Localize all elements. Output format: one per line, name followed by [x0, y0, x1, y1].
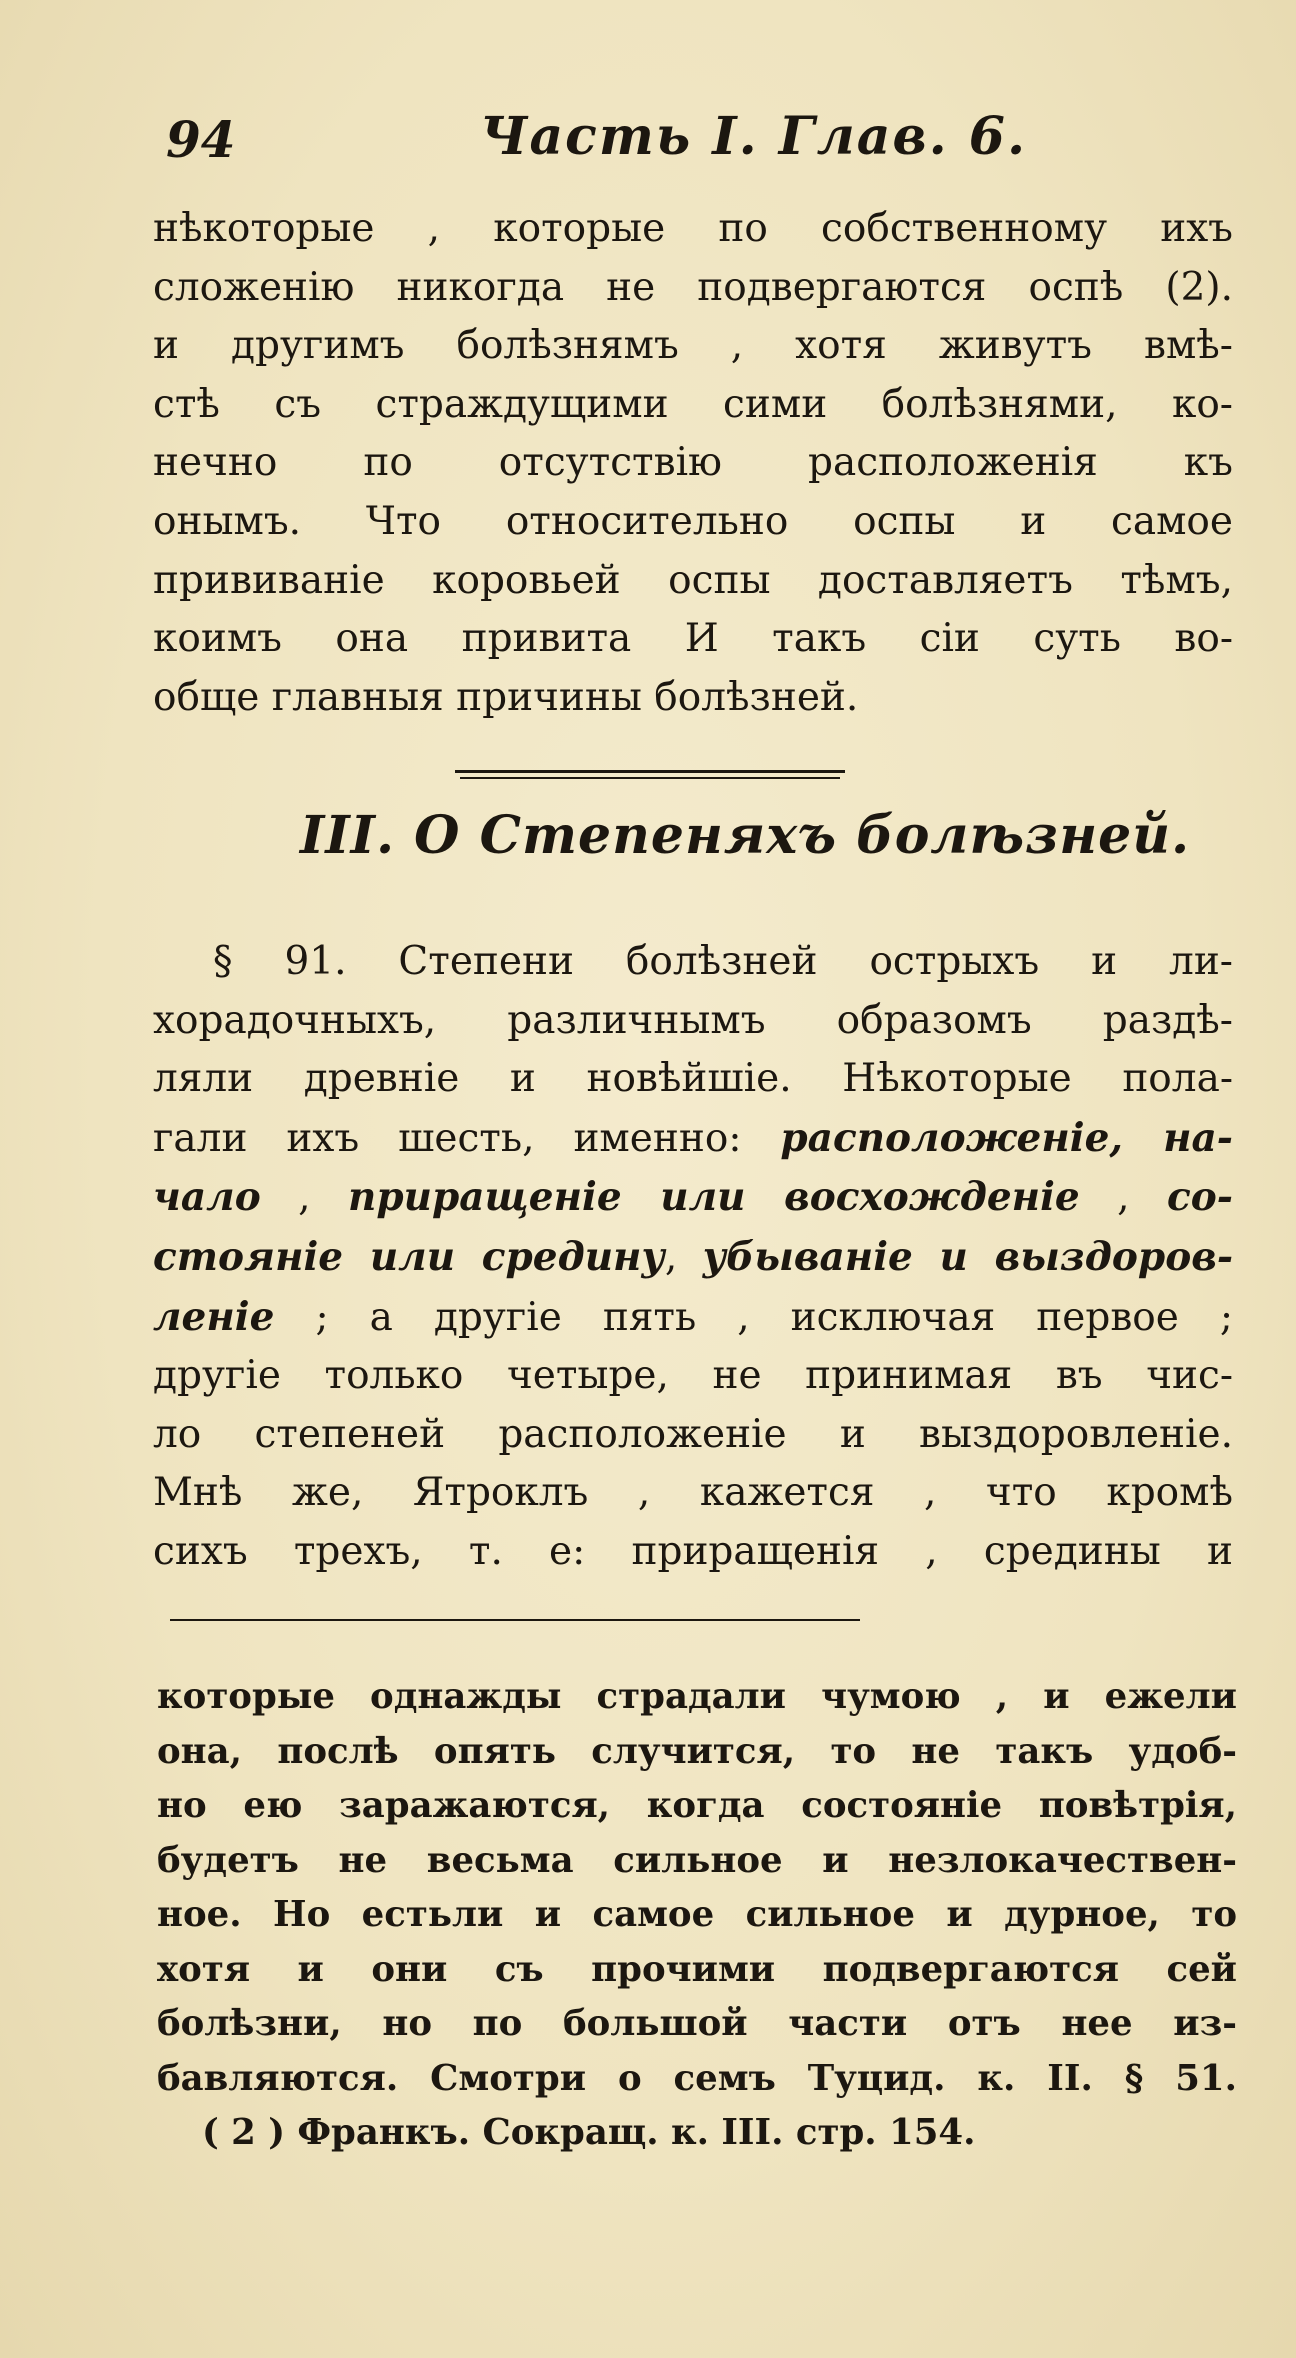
- footnote-line: болѣзни, но по большой части отъ нее из-: [157, 2003, 1237, 2044]
- text-line: стѣ съ страждущими сими болѣзнями, ко-: [153, 381, 1233, 427]
- paragraph-2: [153, 933, 1233, 1582]
- text-line: [153, 933, 1233, 992]
- text-run: сихъ трехъ, т. е: приращенія , средины и: [153, 1528, 1233, 1574]
- italic-run: приращеніе: [348, 1174, 622, 1221]
- text-run: ,: [1079, 1175, 1168, 1221]
- text-line: [153, 1288, 1233, 1348]
- text-run: ляли древніе и новѣйшіе. Нѣкоторые пола-: [153, 1056, 1233, 1102]
- section-divider-thin: [460, 777, 840, 779]
- italic-run: со-: [1167, 1174, 1233, 1221]
- footnote-line: ное. Но естьли и самое сильное и дурное, то: [157, 1894, 1237, 1935]
- text-run: ,: [260, 1175, 349, 1221]
- text-line: сложенію никогда не подвергаются оспѣ (2).: [153, 264, 1233, 310]
- italic-run: или: [621, 1174, 785, 1221]
- footnote-line: бавляются. Смотри о семъ Туцид. к. II. § 51.: [157, 2057, 1237, 2099]
- footnote-line: но ею заражаются, когда состояніе повѣтрія,: [157, 1785, 1237, 1826]
- footnote-line: будетъ не весьма сильное и незлокачествен-: [157, 1839, 1237, 1881]
- italic-run: стояніе или средину: [153, 1233, 665, 1280]
- running-title: Часть I. Глав. 6.: [480, 106, 1028, 167]
- italic-run: восхожденіе: [784, 1174, 1080, 1221]
- text-run: § 91. Степени болѣзней острыхъ и ли-: [213, 939, 1233, 984]
- text-line: прививаніе коровьей оспы доставляетъ тѣмъ,: [153, 557, 1233, 603]
- text-line: нечно по отсутствію расположенія къ: [153, 440, 1233, 486]
- text-run: гали ихъ шесть, именно:: [153, 1115, 781, 1161]
- italic-run: убываніе и выздоров-: [702, 1233, 1234, 1280]
- text-line: [153, 1228, 1233, 1288]
- section-heading: III. О Степеняхъ болѣзней.: [300, 805, 1191, 866]
- text-run: Мнѣ же, Ятроклъ , кажется , что кромѣ: [153, 1470, 1233, 1516]
- paragraph-1: [153, 200, 1233, 727]
- text-line: [153, 992, 1233, 1051]
- footnote-line: хотя и они съ прочими подвергаются сей: [157, 1948, 1237, 1990]
- footnotes: [157, 1670, 1237, 2161]
- footnote-line: она, послѣ опять случится, то не такъ удоб-: [157, 1730, 1237, 1772]
- text-line: и другимъ болѣзнямъ , хотя живутъ вмѣ-: [153, 323, 1233, 369]
- text-run: ,: [664, 1234, 703, 1280]
- italic-run: чало: [153, 1174, 261, 1221]
- section-divider: [455, 770, 845, 773]
- text-run: другіе только четыре, не принимая въ чис-: [153, 1353, 1233, 1399]
- footnote-line: которые однажды страдали чумою , и ежели: [157, 1676, 1237, 1717]
- text-line: [153, 1168, 1233, 1228]
- text-line: коимъ она привита И такъ сіи суть во-: [153, 616, 1233, 662]
- text-line: [153, 1347, 1233, 1406]
- italic-run: расположеніе, на-: [780, 1114, 1233, 1161]
- footnote-2: ( 2 ) Франкъ. Сокращ. к. III. стр. 154.: [202, 2112, 976, 2153]
- text-line: обще главныя причины болѣзней.: [153, 674, 859, 720]
- text-run: ; а другіе пять , исключая первое ;: [274, 1294, 1233, 1340]
- text-line: нѣкоторые , которые по собственному ихъ: [153, 206, 1233, 251]
- italic-run: леніе: [153, 1293, 275, 1340]
- page-number: 94: [166, 110, 236, 169]
- text-line: [153, 1406, 1233, 1465]
- text-line: онымъ. Что относительно оспы и самое: [153, 498, 1233, 544]
- footnote-divider: [170, 1619, 860, 1621]
- text-line: [153, 1523, 1233, 1582]
- text-run: ло степеней расположеніе и выздоровленіе.: [153, 1411, 1233, 1457]
- text-line: [153, 1050, 1233, 1109]
- text-line: [153, 1109, 1233, 1169]
- text-run: хорадочныхъ, различнымъ образомъ раздѣ-: [153, 997, 1233, 1043]
- page-header: [150, 100, 1160, 190]
- text-line: [153, 1464, 1233, 1523]
